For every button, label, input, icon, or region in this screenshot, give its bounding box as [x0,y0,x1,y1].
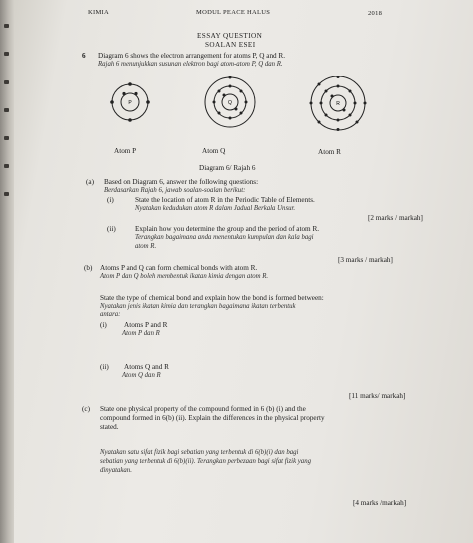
part-c-text-ms-1: Nyatakan satu sifat fizik bagi sebatian yang terbentuk di 6(b)(i) dan bagi [100,449,299,456]
part-a-i-label: (i) [107,196,114,204]
part-a-ii-text-ms: Terangkan bagaimana anda menentukan kumpulan dan kala bagi [135,234,314,241]
part-b-instruction-ms: Nyatakan jenis ikatan kimia dan terangkan bagaimana ikatan terbentuk [100,303,296,310]
part-a-ii-text-ms-2: atom R. [135,243,157,250]
part-b-stem: Atoms P and Q can form chemical bonds with atom R. [100,264,258,272]
part-c-text-1: State one physical property of the compound formed in 6 (b) (i) and the [100,405,306,413]
part-a-ii-label: (ii) [107,225,116,233]
part-b-i-text: Atoms P and R [124,321,168,329]
question-intro-ms: Rajah 6 menunjukkan susunan elektron bagi atom-atom P, Q dan R. [98,61,283,68]
electron-arrangement-diagram [90,76,390,148]
binder-hole [4,24,9,28]
part-a-i-text-ms: Nyatakan kedudukan atom R dalam Jadual Berkala Unsur. [135,205,296,212]
part-b-ii-text-ms: Atom Q dan R [122,372,161,379]
part-c-marks: [4 marks /markah] [353,499,407,507]
binder-hole [4,192,9,196]
part-c-text-ms-3: dinyatakan. [100,467,132,474]
part-b-stem-ms: Atom P dan Q boleh membentuk ikatan kimia dengan atom R. [100,273,269,280]
part-b-instruction: State the type of chemical bond and explain how the bond is formed between: [100,294,324,302]
diagram-caption: Diagram 6/ Rajah 6 [199,164,256,172]
binder-edge [0,0,14,543]
atom-r-diagram [310,76,367,131]
atom-q-caption: Atom Q [202,147,226,155]
part-a-i-text: State the location of atom R in the Periodic Table of Elements. [135,196,315,204]
part-b-i-text-ms: Atom P dan R [122,330,160,337]
part-a-ii-marks: [3 marks / markah] [338,256,393,264]
part-a-i-marks: [2 marks / markah] [368,214,423,222]
part-b-marks: [11 marks/ markah] [349,392,406,400]
part-a-stem: Based on Diagram 6, answer the following questions: [104,178,259,186]
part-b-i-label: (i) [100,321,107,329]
atom-r-nucleus: R [336,101,340,107]
atom-q-diagram [205,76,255,127]
part-c-text-ms-2: sebatian yang terbentuk di 6(b)(ii). Terangkan perbezaan bagi sifat fizik yang [100,458,311,465]
header-module: MODUL PEACE HALUS [196,9,271,16]
header-year: 2018 [368,10,383,17]
section-title-ms: SOALAN ESEI [205,41,256,49]
part-c-label: (c) [82,405,90,413]
atom-p-diagram [110,82,150,122]
question-intro: Diagram 6 shows the electron arrangement for atoms P, Q and R. [98,52,286,60]
part-a-stem-ms: Berdasarkan Rajah 6, jawab soalan-soalan berikut: [104,187,246,194]
part-c-text-2: compound formed in 6(b) (ii). Explain the differences in the physical property [100,414,325,422]
part-b-instruction-ms-2: antara: [100,311,121,318]
part-a-label: (a) [86,178,94,186]
header-subject: KIMIA [88,9,109,16]
section-title: ESSAY QUESTION [197,32,263,40]
part-b-ii-label: (ii) [100,363,109,371]
part-b-label: (b) [84,264,93,272]
binder-hole [4,164,9,168]
atom-q-nucleus: Q [228,100,232,106]
part-a-ii-text: Explain how you determine the group and the period of atom R. [135,225,320,233]
question-number: 6 [82,52,86,60]
part-b-ii-text: Atoms Q and R [124,363,169,371]
atom-p-caption: Atom P [114,147,137,155]
binder-hole [4,52,9,56]
binder-hole [4,108,9,112]
binder-hole [4,136,9,140]
atom-p-nucleus: P [128,100,132,106]
binder-hole [4,80,9,84]
atom-r-caption: Atom R [318,148,341,156]
part-c-text-3: stated. [100,423,119,431]
